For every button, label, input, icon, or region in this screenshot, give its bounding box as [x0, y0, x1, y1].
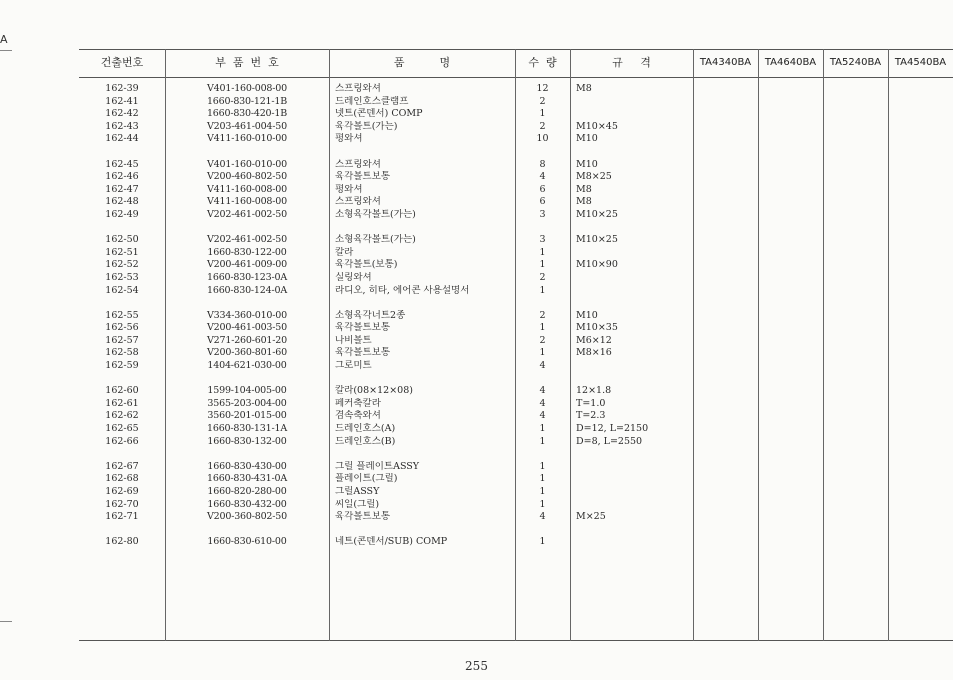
cell-spec: M10 [576, 309, 598, 321]
cell-part: 1660-830-122-00 [207, 246, 287, 258]
table-body [79, 83, 953, 549]
cell-qty: 4 [539, 410, 546, 422]
cell-spec: D=8, L=2550 [576, 435, 643, 447]
cell-name: 스프링와셔 [335, 196, 381, 208]
cell-no: 162-43 [105, 120, 139, 132]
cell-no: 162-44 [105, 133, 139, 145]
cell-part: V411-160-010-00 [207, 133, 287, 145]
table-row [79, 499, 953, 512]
table-row [79, 209, 953, 222]
table-row [79, 121, 953, 134]
cell-no: 162-68 [105, 473, 139, 485]
cell-part: V200-461-003-50 [207, 322, 287, 334]
cell-name: 라디오, 히타, 에어콘 사용설명서 [335, 284, 470, 296]
cell-qty: 4 [539, 171, 546, 183]
cell-spec: D=12, L=2150 [576, 423, 649, 435]
cell-spec: M8 [576, 83, 592, 94]
table-row [79, 247, 953, 260]
table-row [79, 159, 953, 172]
table-row [79, 410, 953, 423]
cell-qty: 1 [539, 473, 546, 485]
cell-name: 육각볼트보통 [335, 347, 391, 359]
table-row [79, 96, 953, 109]
table-row [79, 347, 953, 360]
cell-no: 162-66 [105, 435, 139, 447]
cell-name: 그로미트 [335, 360, 372, 372]
cell-name: 육각볼트보통 [335, 171, 391, 183]
cell-part: V200-460-802-50 [207, 171, 287, 183]
cell-name: 평와셔 [335, 183, 363, 195]
table-row [79, 310, 953, 323]
cell-qty: 2 [539, 95, 546, 107]
table-row [79, 259, 953, 272]
cell-spec: M6×12 [576, 334, 612, 346]
cell-spec: T=1.0 [576, 397, 606, 409]
cell-qty: 6 [539, 183, 546, 195]
cell-qty: 3 [539, 234, 546, 246]
cell-no: 162-57 [105, 334, 139, 346]
cell-name: 육각볼트(가는) [335, 120, 398, 132]
cell-part: 1660-830-430-00 [207, 460, 287, 472]
cell-name: 소형육각볼트(가는) [335, 208, 416, 220]
group-spacer [79, 373, 953, 386]
cell-no: 162-55 [105, 309, 139, 321]
cell-spec: M10×45 [576, 120, 618, 132]
cell-name: 그릴 플레이트ASSY [335, 460, 420, 472]
cell-qty: 1 [539, 486, 546, 497]
header-rule [79, 77, 953, 78]
edge-rule-bottom [0, 621, 12, 622]
cell-part: V411-160-008-00 [207, 183, 287, 195]
table-row [79, 461, 953, 474]
cell-spec: M8×16 [576, 347, 612, 359]
cell-name: 네트(콘덴서/SUB) COMP [335, 536, 448, 548]
table-row [79, 234, 953, 247]
header-spec: 규 격 [612, 56, 651, 69]
table-row [79, 335, 953, 348]
page-number: 255 [465, 659, 488, 673]
cell-no: 162-61 [105, 397, 139, 409]
table-row [79, 272, 953, 285]
cell-part: V271-260-601-20 [207, 334, 287, 346]
cell-spec: M8×25 [576, 171, 612, 183]
cell-part: 1599-104-005-00 [207, 385, 287, 397]
table-row [79, 285, 953, 298]
table-row [79, 171, 953, 184]
cell-qty: 2 [539, 309, 546, 321]
cell-part: V203-461-004-50 [207, 120, 287, 132]
cell-spec: T=2.3 [576, 410, 606, 422]
parts-table [79, 49, 953, 641]
header-model: TA4640BA [764, 57, 817, 68]
table-row [79, 436, 953, 449]
cell-qty: 6 [539, 196, 546, 208]
cell-part: 1660-830-420-1B [206, 108, 288, 120]
cell-name: 칼라 [335, 246, 354, 258]
header-model: TA4540BA [894, 57, 947, 68]
cell-name: 드레인호스클램프 [335, 95, 409, 107]
cell-no: 162-47 [105, 183, 139, 195]
cell-no: 162-56 [105, 322, 139, 334]
cell-name: 겸속축와셔 [335, 410, 381, 422]
table-row [79, 473, 953, 486]
cell-name: 실링와셔 [335, 271, 372, 283]
header-no: 건출번호 [100, 56, 144, 69]
cell-qty: 1 [539, 246, 546, 258]
cell-part: 1660-830-432-00 [207, 498, 287, 510]
cell-no: 162-52 [105, 259, 139, 271]
cell-name: 소형육각너트2종 [335, 309, 406, 321]
cell-name: 육각볼트(보통) [335, 259, 398, 271]
cell-part: 1404-621-030-00 [207, 360, 287, 372]
group-spacer [79, 297, 953, 310]
cell-part: 1660-830-431-0A [207, 473, 287, 485]
cell-part: 1660-830-123-0A [207, 271, 287, 283]
cell-part: 1660-830-121-1B [206, 95, 288, 107]
cell-qty: 4 [539, 385, 546, 397]
cell-qty: 2 [539, 120, 546, 132]
cell-part: 1660-820-280-00 [207, 486, 287, 497]
cell-no: 162-49 [105, 208, 139, 220]
edge-rule-top [0, 50, 12, 51]
cell-qty: 1 [539, 498, 546, 510]
table-row [79, 108, 953, 121]
cell-part: V411-160-008-00 [207, 196, 287, 208]
cell-qty: 4 [539, 360, 546, 372]
cell-qty: 10 [536, 133, 549, 145]
cell-no: 162-48 [105, 196, 139, 208]
cell-qty: 1 [539, 108, 546, 120]
header-part-name: 품 명 [393, 56, 451, 69]
cell-part: V200-360-801-60 [207, 347, 287, 359]
table-row [79, 360, 953, 373]
cell-no: 162-45 [105, 158, 139, 170]
header-part-number: 부 품 번 호 [215, 56, 279, 69]
header-model: TA4340BA [699, 57, 752, 68]
cell-no: 162-69 [105, 486, 139, 497]
cell-no: 162-67 [105, 460, 139, 472]
cell-spec: M10 [576, 158, 598, 170]
cell-no: 162-62 [105, 410, 139, 422]
cell-name: 넷트(콘덴서) COMP [335, 108, 423, 120]
cell-name: 플레이트(그릴) [335, 473, 398, 485]
cell-spec: M10 [576, 133, 598, 145]
cell-part: 1660-830-131-1A [207, 423, 287, 435]
cell-no: 162-53 [105, 271, 139, 283]
cell-qty: 1 [539, 435, 546, 447]
cell-qty: 1 [539, 423, 546, 435]
cell-qty: 1 [539, 259, 546, 271]
cell-no: 162-80 [105, 536, 139, 548]
cell-name: 육각볼트보통 [335, 322, 391, 334]
cell-part: V401-160-008-00 [207, 83, 287, 94]
cell-name: 씨일(그릴) [335, 498, 380, 510]
cell-part: 3565-203-004-00 [207, 397, 287, 409]
header-quantity: 수 량 [528, 56, 557, 69]
table-row [79, 398, 953, 411]
table-row [79, 184, 953, 197]
table-row [79, 385, 953, 398]
table-top-rule [79, 49, 953, 50]
cell-qty: 1 [539, 284, 546, 296]
cell-part: V401-160-010-00 [207, 158, 287, 170]
group-spacer [79, 524, 953, 537]
cell-no: 162-39 [105, 83, 139, 94]
cell-spec: M8 [576, 183, 592, 195]
cell-no: 162-46 [105, 171, 139, 183]
cell-qty: 2 [539, 334, 546, 346]
cell-part: 1660-830-132-00 [207, 435, 287, 447]
edge-label: A [0, 33, 8, 46]
cell-name: 나비볼트 [335, 334, 372, 346]
cell-name: 육각볼트보통 [335, 511, 391, 523]
cell-spec: M10×25 [576, 208, 618, 220]
table-row [79, 536, 953, 549]
cell-qty: 3 [539, 208, 546, 220]
cell-qty: 1 [539, 322, 546, 334]
cell-name: 스프링와셔 [335, 158, 381, 170]
cell-part: V202-461-002-50 [207, 234, 287, 246]
cell-part: V202-461-002-50 [207, 208, 287, 220]
group-spacer [79, 448, 953, 461]
cell-qty: 1 [539, 536, 546, 548]
cell-name: 칼라(08×12×08) [335, 385, 413, 397]
cell-no: 162-50 [105, 234, 139, 246]
table-row [79, 83, 953, 96]
cell-no: 162-42 [105, 108, 139, 120]
table-row [79, 486, 953, 499]
cell-qty: 8 [539, 158, 546, 170]
cell-spec: 12×1.8 [576, 385, 612, 397]
cell-no: 162-71 [105, 511, 139, 523]
table-row [79, 511, 953, 524]
cell-name: 스프링와셔 [335, 83, 381, 94]
group-spacer [79, 222, 953, 235]
cell-name: 평와셔 [335, 133, 363, 145]
table-row [79, 322, 953, 335]
cell-no: 162-51 [105, 246, 139, 258]
cell-qty: 1 [539, 460, 546, 472]
cell-part: V200-360-802-50 [207, 511, 287, 523]
cell-no: 162-58 [105, 347, 139, 359]
cell-part: 3560-201-015-00 [207, 410, 287, 422]
cell-qty: 1 [539, 347, 546, 359]
cell-part: 1660-830-610-00 [207, 536, 287, 548]
cell-qty: 2 [539, 271, 546, 283]
header-model: TA5240BA [829, 57, 882, 68]
cell-qty: 4 [539, 397, 546, 409]
cell-spec: M10×90 [576, 259, 618, 271]
cell-no: 162-59 [105, 360, 139, 372]
cell-part: V334-360-010-00 [207, 309, 287, 321]
cell-no: 162-41 [105, 95, 139, 107]
cell-no: 162-54 [105, 284, 139, 296]
cell-part: V200-461-009-00 [207, 259, 287, 271]
cell-no: 162-65 [105, 423, 139, 435]
cell-name: 소형육각볼트(가는) [335, 234, 416, 246]
cell-spec: M10×35 [576, 322, 618, 334]
table-row [79, 423, 953, 436]
cell-no: 162-60 [105, 385, 139, 397]
table-row [79, 133, 953, 146]
cell-name: 페커축칼라 [335, 397, 381, 409]
table-bottom-rule [79, 640, 953, 641]
cell-name: 드레인호스(A) [335, 423, 396, 435]
cell-no: 162-70 [105, 498, 139, 510]
cell-name: 그릴ASSY [335, 486, 380, 497]
cell-qty: 12 [536, 83, 549, 94]
group-spacer [79, 146, 953, 159]
cell-part: 1660-830-124-0A [207, 284, 287, 296]
table-row [79, 196, 953, 209]
cell-spec: M×25 [576, 511, 606, 523]
cell-name: 드레인호스(B) [335, 435, 396, 447]
cell-spec: M8 [576, 196, 592, 208]
cell-spec: M10×25 [576, 234, 618, 246]
cell-qty: 4 [539, 511, 546, 523]
